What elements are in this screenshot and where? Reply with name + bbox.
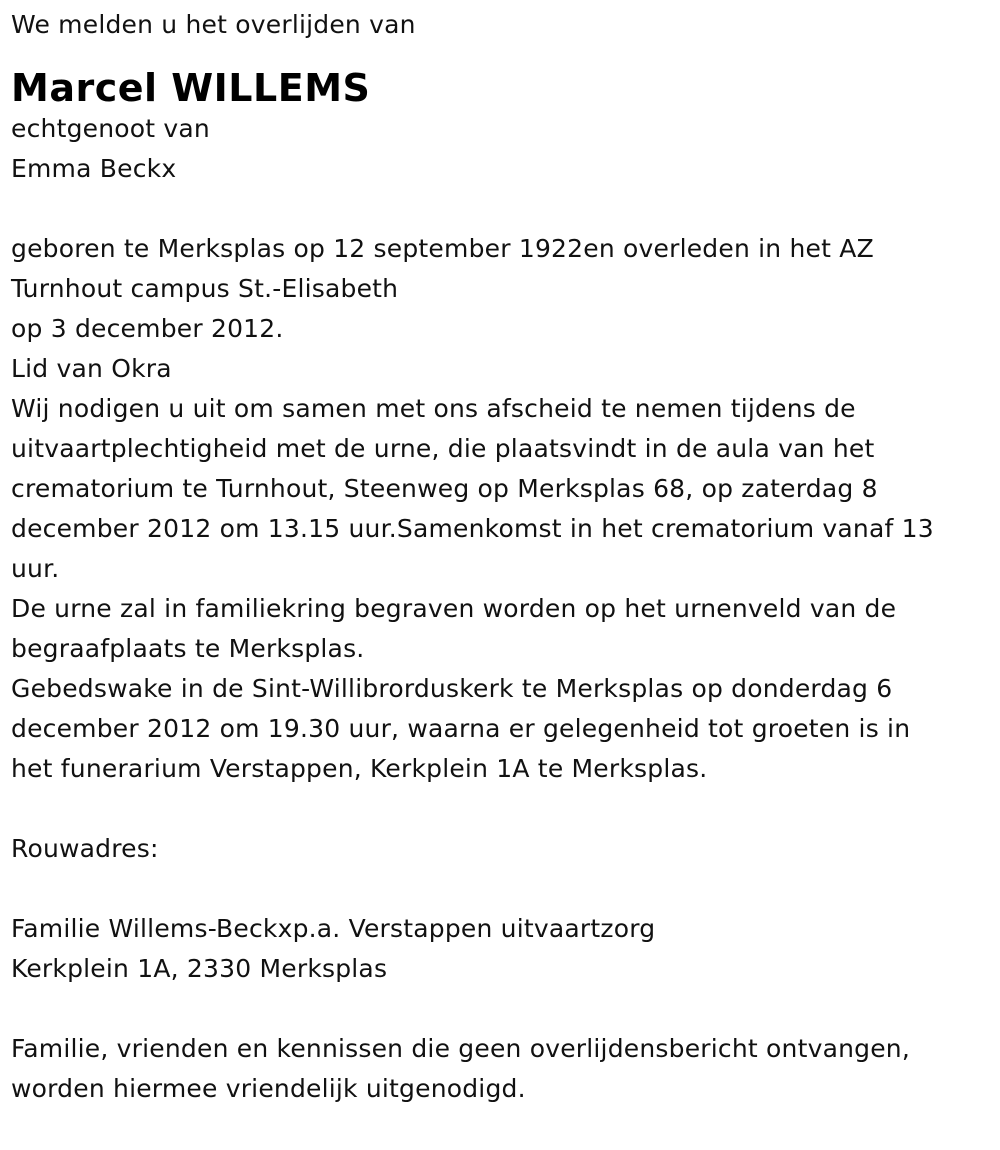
body-line: uur. <box>11 554 60 583</box>
address-line: Familie Willems-Beckxp.a. Verstappen uitvaartzorg <box>11 914 656 943</box>
address-line: Kerkplein 1A, 2330 Merksplas <box>11 954 388 983</box>
spacer <box>11 789 986 829</box>
address-label: Rouwadres: <box>11 834 159 863</box>
body-line: december 2012 om 19.30 uur, waarna er gelegenheid tot groeten is in <box>11 714 911 743</box>
notice-body <box>11 229 986 789</box>
spouse-name: Emma Beckx <box>11 154 177 183</box>
intro-text: We melden u het overlijden van <box>11 10 416 39</box>
body-line: Turnhout campus St.-Elisabeth <box>11 274 399 303</box>
address-block <box>11 909 986 989</box>
body-line: Wij nodigen u uit om samen met ons afscheid te nemen tijdens de <box>11 394 856 423</box>
body-line: geboren te Merksplas op 12 september 1922en overleden in het AZ <box>11 234 874 263</box>
body-line: Lid van Okra <box>11 354 172 383</box>
closing-line: Familie, vrienden en kennissen die geen overlijdensbericht ontvangen, <box>11 1034 910 1063</box>
spacer <box>11 989 986 1029</box>
body-line: uitvaartplechtigheid met de urne, die plaatsvindt in de aula van het <box>11 434 875 463</box>
body-line: begraafplaats te Merksplas. <box>11 634 365 663</box>
spacer <box>11 45 986 67</box>
body-line: het funerarium Verstappen, Kerkplein 1A te Merksplas. <box>11 754 708 783</box>
spacer <box>11 189 986 229</box>
body-line: december 2012 om 13.15 uur.Samenkomst in het crematorium vanaf 13 <box>11 514 934 543</box>
deceased-name: Marcel WILLEMS <box>11 66 371 110</box>
body-line: op 3 december 2012. <box>11 314 284 343</box>
death-notice <box>11 5 986 1109</box>
body-line: De urne zal in familiekring begraven worden op het urnenveld van de <box>11 594 897 623</box>
body-line: Gebedswake in de Sint-Willibrorduskerk te Merksplas op donderdag 6 <box>11 674 893 703</box>
closing-block <box>11 1029 986 1109</box>
spouse-label: echtgenoot van <box>11 114 210 143</box>
closing-line: worden hiermee vriendelijk uitgenodigd. <box>11 1074 526 1103</box>
spacer <box>11 869 986 909</box>
body-line: crematorium te Turnhout, Steenweg op Merksplas 68, op zaterdag 8 <box>11 474 878 503</box>
